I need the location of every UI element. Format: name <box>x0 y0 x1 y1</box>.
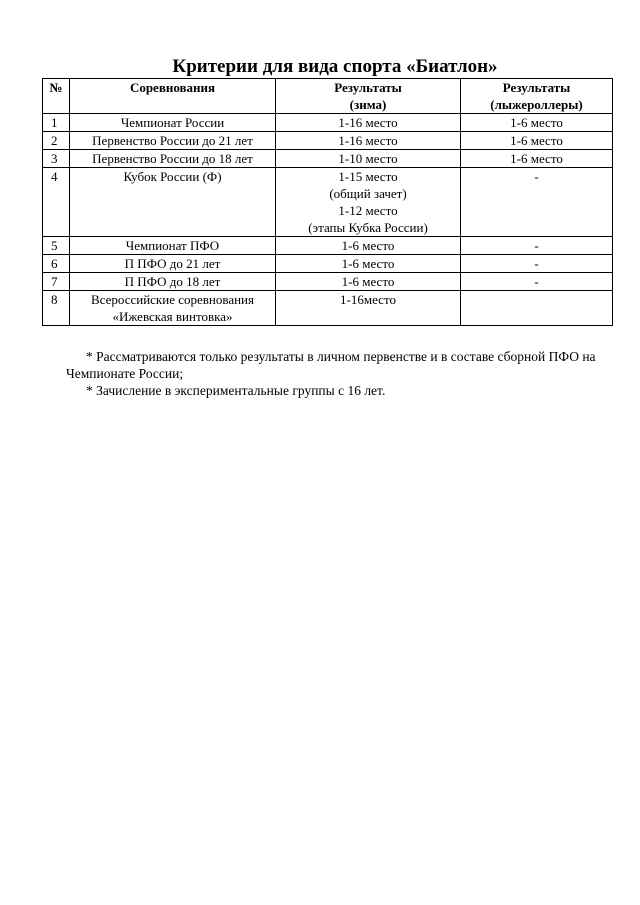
table-row <box>43 237 613 255</box>
row-competition-line: Чемпионат ПФО <box>125 238 220 253</box>
row-winter <box>276 255 461 273</box>
header-winter-line: (зима) <box>349 97 387 112</box>
header-rollers-line: (лыжероллеры) <box>490 97 583 112</box>
header-num: № <box>43 79 70 114</box>
row-competition-line: «Ижевская винтовка» <box>112 309 233 324</box>
row-winter-line: 1-16 место <box>338 133 398 148</box>
row-competition-line: Чемпионат России <box>120 115 225 130</box>
row-winter <box>276 132 461 150</box>
table-row <box>43 273 613 291</box>
row-rollers <box>461 291 613 326</box>
table-row <box>43 150 613 168</box>
row-competition <box>70 255 276 273</box>
row-num: 1 <box>43 114 70 132</box>
row-rollers <box>461 273 613 291</box>
row-winter-line: 1-16 место <box>338 115 398 130</box>
row-competition <box>70 150 276 168</box>
table-header-row <box>43 79 613 114</box>
row-rollers-line: 1-6 место <box>510 151 563 166</box>
row-winter-line: 1-6 место <box>341 274 395 289</box>
row-competition <box>70 114 276 132</box>
row-winter-line: 1-15 место <box>338 169 398 184</box>
row-rollers <box>461 114 613 132</box>
row-winter-line: 1-6 место <box>341 238 395 253</box>
criteria-table <box>42 78 613 326</box>
header-winter-line: Результаты <box>334 80 402 95</box>
row-winter-line: 1-6 место <box>341 256 395 271</box>
row-num: 6 <box>43 255 70 273</box>
note-personal-results: * Рассматриваются только результаты в личном первенстве и в составе сборной ПФО на Чемпионате России; <box>66 349 596 381</box>
row-num: 5 <box>43 237 70 255</box>
row-winter <box>276 291 461 326</box>
row-rollers <box>461 132 613 150</box>
table-row <box>43 132 613 150</box>
row-rollers <box>461 255 613 273</box>
row-rollers-line: 1-6 место <box>510 115 563 130</box>
row-rollers <box>461 168 613 237</box>
note-age-enrollment: * Зачисление в экспериментальные группы с 16 лет. <box>86 383 386 398</box>
row-winter-line: (общий зачет) <box>329 186 407 201</box>
row-competition-line: Всероссийские соревнования <box>91 292 254 307</box>
row-rollers-line: - <box>534 274 539 289</box>
table-row <box>43 114 613 132</box>
row-winter-line: 1-12 место <box>338 203 398 218</box>
row-winter-line: (этапы Кубка России) <box>308 220 428 235</box>
row-winter <box>276 150 461 168</box>
row-num: 3 <box>43 150 70 168</box>
row-competition-line: Первенство России до 21 лет <box>92 133 253 148</box>
row-competition <box>70 291 276 326</box>
row-winter-line: 1-16место <box>340 292 396 307</box>
row-rollers-line: - <box>534 169 539 184</box>
table-row <box>43 291 613 326</box>
row-rollers <box>461 237 613 255</box>
row-rollers-line: - <box>534 238 539 253</box>
row-num: 7 <box>43 273 70 291</box>
page-title: Критерии для вида спорта «Биатлон» <box>172 56 498 77</box>
row-competition <box>70 168 276 237</box>
header-rollers-line: Результаты <box>502 80 571 95</box>
row-competition-line: П ПФО до 18 лет <box>124 274 221 289</box>
row-winter-line: 1-10 место <box>338 151 398 166</box>
row-competition-line: Кубок России (Ф) <box>123 169 222 184</box>
row-num: 8 <box>43 291 70 326</box>
row-rollers-line: - <box>534 256 539 271</box>
row-rollers-line: 1-6 место <box>510 133 563 148</box>
header-rollers <box>461 79 613 114</box>
header-competition: Соревнования <box>70 79 276 114</box>
table-row <box>43 168 613 237</box>
row-competition <box>70 273 276 291</box>
row-winter <box>276 114 461 132</box>
row-competition <box>70 132 276 150</box>
row-num: 2 <box>43 132 70 150</box>
row-num: 4 <box>43 168 70 237</box>
row-winter <box>276 237 461 255</box>
row-competition-line: Первенство России до 18 лет <box>92 151 253 166</box>
table-row <box>43 255 613 273</box>
row-winter <box>276 273 461 291</box>
row-rollers <box>461 150 613 168</box>
notes <box>66 348 606 399</box>
row-competition <box>70 237 276 255</box>
header-winter <box>276 79 461 114</box>
row-competition-line: П ПФО до 21 лет <box>124 256 221 271</box>
row-winter <box>276 168 461 237</box>
